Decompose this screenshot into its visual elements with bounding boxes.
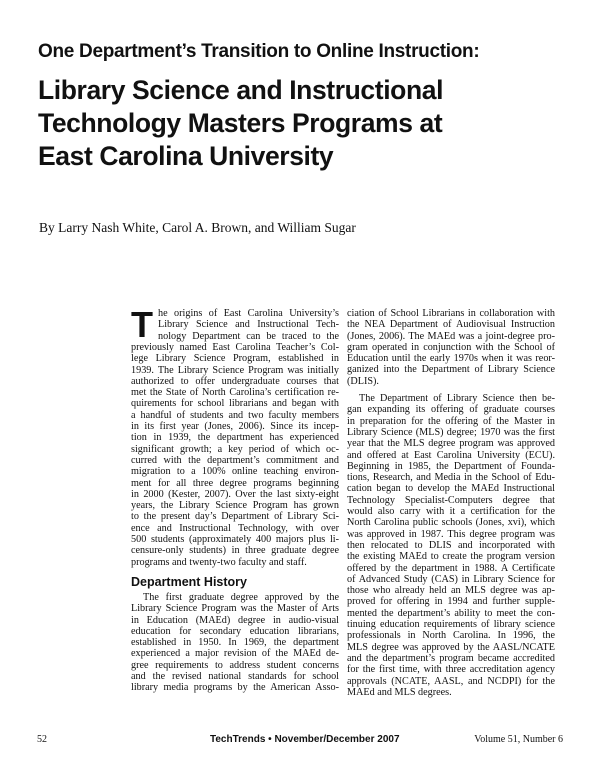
text-line: for the first time, with three accreditation agency xyxy=(347,664,555,676)
text-line: MLS degree was approved by the AASL/NCATE xyxy=(347,641,555,653)
text-line: experienced a major revision of the MAEd de- xyxy=(131,648,339,660)
text-line: in preparation for the offering of the Master in xyxy=(347,415,555,427)
paragraph-intro xyxy=(131,342,339,568)
paragraph-continued xyxy=(347,308,555,387)
text-line: mented the department’s ability to meet the con- xyxy=(347,607,555,619)
article-authors: By Larry Nash White, Carol A. Brown, and William Sugar xyxy=(39,220,356,235)
text-line: the NEA Department of Audiovisual Instruction xyxy=(347,319,555,331)
text-line: of Advanced Study (CAS) in Library Science for xyxy=(347,573,555,585)
text-line: in its first year (Jones, 2006). Since its incep- xyxy=(131,421,339,433)
text-line: ciation of School Librarians in collaboration with xyxy=(347,308,555,319)
text-line: ment for all three degree programs beginning xyxy=(131,477,339,489)
text-line: he origins of East Carolina University’s xyxy=(158,308,339,319)
title-line: East Carolina University xyxy=(38,141,334,171)
text-line: tion in 1939, the department has experienced xyxy=(131,432,339,444)
text-line: the existing MAEd to create the program version xyxy=(347,551,555,563)
text-line: Beginning in 1985, the Department of Founda- xyxy=(347,460,555,472)
page-footer xyxy=(37,733,563,747)
text-line: programs and twenty-two faculty and staff. xyxy=(131,556,307,568)
text-line: quirements for school librarians and began with xyxy=(131,398,339,410)
text-line: a handful of students and two faculty members xyxy=(131,409,339,421)
text-line: Library Science (MLS) degree; 1970 was the first xyxy=(347,426,555,438)
text-line: ganized into the Department of Library Science xyxy=(347,364,555,376)
paragraph-history xyxy=(131,592,339,694)
text-line: lege Library Science Program, established in xyxy=(131,353,339,365)
text-line: migration to a 100% online teaching environ- xyxy=(131,466,339,478)
text-line: authorized to offer undergraduate courses that xyxy=(131,375,339,387)
paragraph-expansion xyxy=(347,393,555,698)
section-heading: Department History xyxy=(131,574,247,589)
text-line: those who already held an MLS degree was ap- xyxy=(347,585,555,597)
body-column-left xyxy=(131,304,339,694)
text-line: met the State of North Carolina’s certification re- xyxy=(131,387,339,399)
text-line: North Carolina public schools (Jones, xvi), which xyxy=(347,517,555,529)
text-line: (DLIS). xyxy=(347,375,379,387)
text-line: 1939. The Library Science Program was initially xyxy=(131,364,339,376)
text-line: The first graduate degree approved by the xyxy=(143,591,339,603)
text-line: nology Department can be traced to the xyxy=(158,330,339,342)
title-line: Technology Masters Programs at xyxy=(38,108,443,138)
text-line: The Department of Library Science then be- xyxy=(359,393,555,405)
text-line: and offered at East Carolina University (ECU). xyxy=(347,449,555,461)
title-line: Library Science and Instructional xyxy=(38,75,444,105)
text-line: established in 1950. In 1969, the department xyxy=(131,637,339,649)
body-column-right xyxy=(347,308,555,698)
text-line: education for secondary education librarians, xyxy=(131,625,339,637)
text-line: then relocated to DLIS and incorporated with xyxy=(347,539,555,551)
text-line: gan expanding its offering of graduate courses xyxy=(347,404,555,416)
text-line: previously named East Carolina Teacher’s Col- xyxy=(131,342,339,353)
text-line: in Education (MAEd) degree in audio-visual xyxy=(131,614,339,626)
text-line: approvals (NCATE, AASL, and NCDPI) for the xyxy=(347,675,555,687)
text-line: (Jones, 2006). The MAEd was a joint-degree pro- xyxy=(347,330,555,342)
text-line: library media programs by the American Asso- xyxy=(131,682,339,694)
text-line: in 2000 (Kester, 2007). Over the last sixty-eight xyxy=(131,488,339,500)
text-line: and the revised national standards for school xyxy=(131,671,339,683)
text-line: year that the MLS degree program was approved xyxy=(347,438,555,450)
text-line: MAEd and MLS degrees. xyxy=(347,686,452,698)
text-line: years, the Library Science Program has grown xyxy=(131,500,339,512)
text-line: significant growth; a key period of which oc- xyxy=(131,443,339,455)
article-kicker: One Department’s Transition to Online Instruction: xyxy=(38,41,480,62)
text-line: censure-only students) in three graduate degree xyxy=(131,545,339,557)
text-line: tions, Research, and Media in the School of Edu- xyxy=(347,472,555,484)
text-line: curred with the department’s commitment and xyxy=(131,454,339,466)
text-line: cation began to develop the MAEd Instructional xyxy=(347,483,555,495)
text-line: and the department’s program became accredited xyxy=(347,652,555,664)
page-number: 52 xyxy=(37,734,47,745)
drop-cap: T xyxy=(131,304,153,345)
text-line: offered by the department in 1988. A Certificate xyxy=(347,562,555,574)
text-line: Technology Specialist-Computers degree that xyxy=(347,494,555,506)
text-line: ence and Instructional Technology, with over xyxy=(131,522,339,534)
text-line: gram operated in conjunction with the School of xyxy=(347,341,555,353)
volume-number: Volume 51, Number 6 xyxy=(474,734,563,745)
text-line: was approved in 1987. This degree program was xyxy=(347,528,555,540)
text-line: to the present day’s Department of Library Sci- xyxy=(131,511,339,523)
text-line: would also carry with it a certification for the xyxy=(347,506,555,518)
article-title xyxy=(38,74,578,173)
journal-issue: TechTrends • November/December 2007 xyxy=(210,734,400,745)
text-line: 500 students (approximately 400 majors plus li- xyxy=(131,534,339,546)
text-line: professionals in North Carolina. In 1996, the xyxy=(347,630,555,642)
text-line: proved for offering in 1994 and further supple- xyxy=(347,596,555,608)
text-line: Library Science Program was the Master of Arts xyxy=(131,603,339,615)
text-line: gree requirements to address student concerns xyxy=(131,659,339,671)
text-line: Library Science and Instructional Tech- xyxy=(158,319,339,331)
text-line: tinuing education requirements of library science xyxy=(347,619,555,631)
text-line: Education until the early 1970s when it was reor- xyxy=(347,353,555,365)
